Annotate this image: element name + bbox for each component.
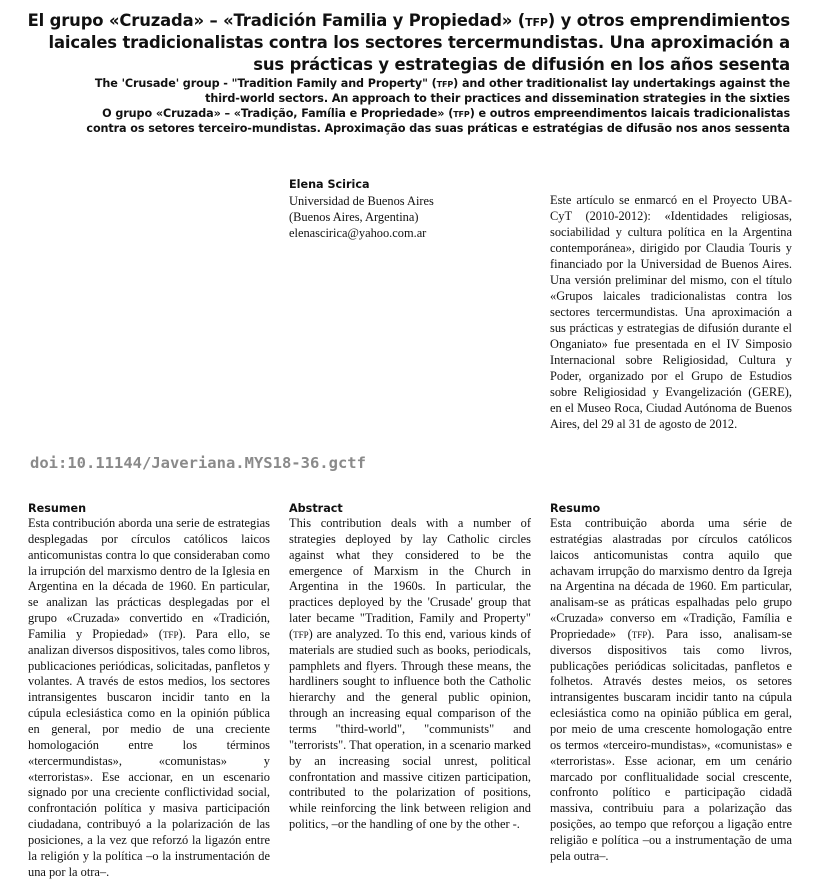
title-es-line: El grupo «Cruzada» – «Tradición Familia y Propiedad» (tfp) y otros emprendimientos bbox=[27, 11, 790, 30]
author-location: (Buenos Aires, Argentina) bbox=[289, 210, 419, 224]
title-spanish bbox=[24, 10, 790, 76]
title-pt-line: O grupo «Cruzada» – «Tradição, Família e Propriedade» (tfp) e outros empreendimentos laicais tradicionalistas bbox=[102, 107, 790, 120]
abstract-heading: Resumo bbox=[550, 502, 601, 515]
funding-note: Este artículo se enmarcó en el Proyecto UBA-CyT (2010-2012): «Identidades religiosas, sociabilidad y cultura política en la Argentina contemporánea», dirigido por Claudia Touris y financiado por la Universidad de Buenos Aires. Una versión preliminar del mismo, con el título «Grupos laicales tradicionalistas contra los sectores tercermundistas. Una aproximación a sus prácticas y estrategias de difusión durante el Onganiato» fue presentada en el IV Simposio Internacional sobre Religiosidad, Cultura y Poder, organizado por el Grupo de Estudios sobre Religiosidad y Evangelización (GERE), en el Museo Roca, Ciudad Autónoma de Buenos Aires, del 29 al 31 de agosto de 2012. bbox=[550, 193, 792, 431]
acronym-tfp: tfp bbox=[453, 107, 470, 120]
acronym-tfp: tfp bbox=[162, 626, 179, 641]
abstract-portuguese bbox=[550, 502, 792, 865]
title-es-line: laicales tradicionalistas contra los sectores tercermundistas. Una aproximación a bbox=[48, 33, 790, 52]
abstract-english bbox=[289, 502, 531, 833]
abstract-heading: Resumen bbox=[28, 502, 87, 515]
title-pt-line: contra os setores terceiro-mundistas. Aproximação das suas práticas e estratégias de difusão nos anos sessenta bbox=[86, 122, 790, 135]
author-affiliation: Universidad de Buenos Aires bbox=[289, 194, 434, 208]
acronym-tfp: tfp bbox=[436, 77, 454, 90]
acronym-tfp: tfp bbox=[525, 11, 548, 30]
article-title-block bbox=[24, 10, 790, 136]
abstract-text: Esta contribución aborda una serie de estrategias desplegadas por círculos católicos laicos anticomunistas contra lo que consideraban como la irrupción del marxismo dentro de la Iglesia en Argentina en la década de 1960. En particular, se analizan las prácticas desplegadas por el grupo «Cruzada» convertido en «Tradición, Familia y Propiedad» (tfp). Para ello, se analizan diversos dispositivos, tales como libros, publicaciones periódicas, solicitadas, panfletos y volantes. A través de estos medios, los sectores intransigentes buscaron incidir tanto en la cúpula eclesiástica como en la opinión pública en general, por medio de una creciente homologación entre los términos «tercermundistas», «comunistas» y «terroristas». Ese accionar, en un escenario signado por una creciente conflictividad social, confrontación política y masiva participación ciudadana, contribuyó a la polarización de las posiciones, a la vez que reforzó la ligazón entre la religión y la política –o la instrumentación de una por la otra–. bbox=[28, 516, 271, 879]
abstract-text: This contribution deals with a number of strategies deployed by lay Catholic circles against what they considered to be the emergence of Marxism in the Church in Argentina in the 1960s. In particular, the practices deployed by the 'Crusade' group that later became "Tradition, Family and Property" (tfp) are analyzed. To this end, various kinds of materials are studied such as books, periodicals, pamphlets and flyers. Through these means, the hardliners sought to influence both the Catholic hierarchy and the general public opinion, through an increasing equal comparison of the terms "third-world", "communists" and "terrorists". That operation, in a scenario marked by an increasing social unrest, political confrontation and massive citizen participation, contributed to the polarization of positions, while reinforcing the link between religion and politics, –or the handling of one by the other -. bbox=[289, 516, 531, 832]
acronym-tfp: tfp bbox=[631, 626, 648, 641]
title-english bbox=[24, 76, 790, 106]
abstract-text: Esta contribuição aborda uma série de estratégias alastradas por círculos católicos laicos anticomunistas contra aquilo que achavam irrupção do marxismo dentro da Igreja na Argentina na década de 1960. Em particular, analisam-se as práticas espalhadas pelo grupo «Cruzada» converso em «Tradição, Família e Propriedade» (tfp). Para isso, analisam-se diversos dispositivos tais como livros, publicações periódicas solicitadas, panfletos e folhetos. Através destes meios, os setores intransigentes buscaram incidir tanto na cúpula eclesiástica como na opinião pública em geral, por meio de uma crescente homologação entre os termos «terceiro-mundistas», «comunistas» e «terroristas». Esse acionar, em um cenário marcado por conflitualidade social crescente, confronto político e participação cidadã massiva, contribuiu para a polarização das posições, ao tempo que reforçou a ligação entre religião e política –ou a instrumentação de uma pela outra–. bbox=[550, 516, 792, 863]
author-email[interactable]: elenascirica@yahoo.com.ar bbox=[289, 226, 427, 240]
title-portuguese bbox=[24, 106, 790, 136]
title-es-line: sus prácticas y estrategias de difusión en los años sesenta bbox=[253, 55, 790, 74]
author-name: Elena Scirica bbox=[289, 178, 370, 191]
author-block bbox=[289, 177, 529, 241]
title-en-line: The 'Crusade' group - "Tradition Family and Property" (tfp) and other traditionalist lay undertakings against the bbox=[94, 77, 790, 90]
acronym-tfp: tfp bbox=[293, 626, 309, 641]
abstract-heading: Abstract bbox=[289, 502, 343, 515]
doi-link[interactable]: doi:10.11144/Javeriana.MYS18-36.gctf bbox=[30, 454, 366, 472]
abstract-spanish bbox=[28, 502, 270, 880]
title-en-line: third-world sectors. An approach to their practices and dissemination strategies in the sixties bbox=[205, 92, 790, 105]
